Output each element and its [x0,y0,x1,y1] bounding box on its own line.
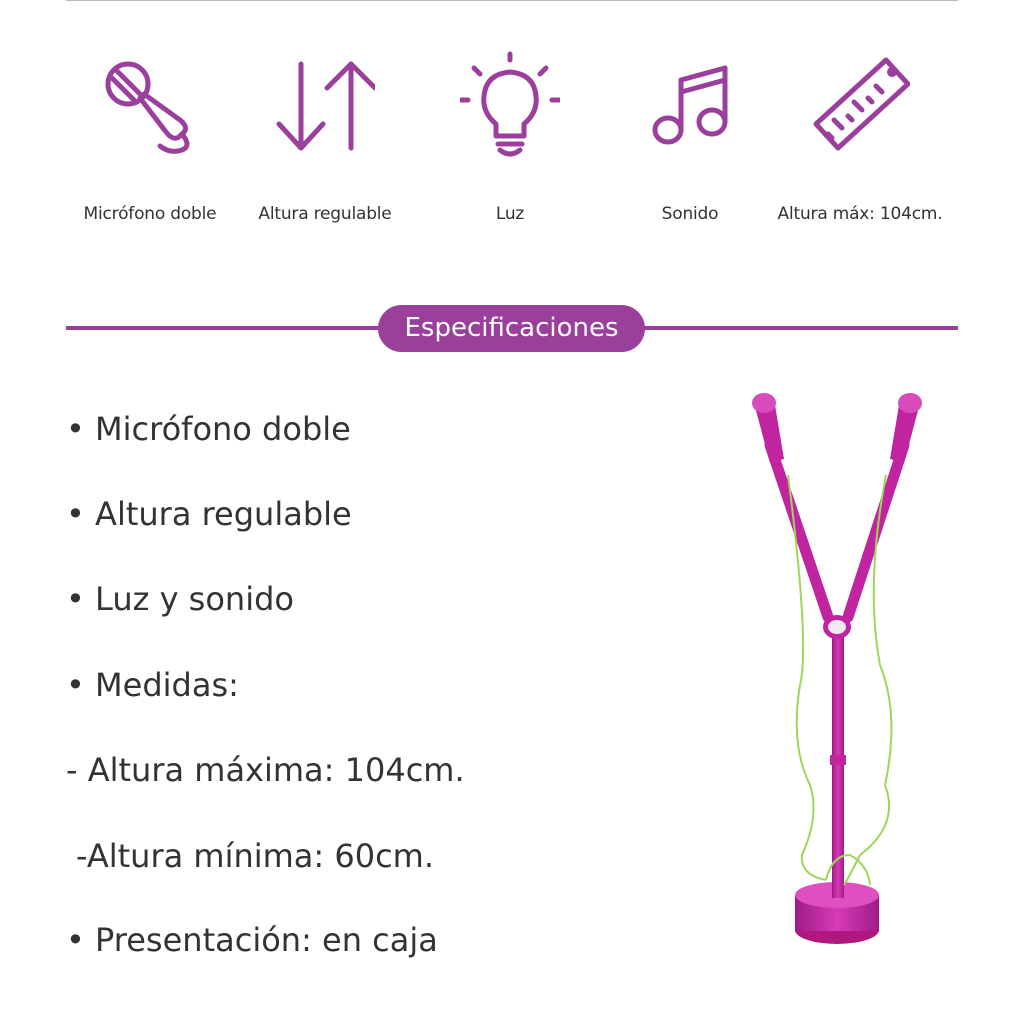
feature-light [420,50,600,240]
spec-item: • Presentación: en caja [66,921,438,959]
feature-height [235,50,415,240]
feature-microphone [60,50,240,240]
spec-item: • Altura regulable [66,495,352,533]
product-image-double-microphone-stand [740,385,930,965]
spec-item: -Altura mínima: 60cm. [76,837,435,875]
light-bulb-icon [460,50,560,160]
feature-sound [600,50,780,240]
feature-label: Sonido [661,204,719,224]
spec-item: - Altura máxima: 104cm. [66,751,465,789]
music-note-icon [640,50,740,160]
section-header [66,305,958,353]
section-title: Especificaciones [378,305,645,352]
feature-label: Altura regulable [258,204,392,224]
microphone-icon [100,50,200,160]
spec-item: • Medidas: [66,666,239,704]
feature-label: Micrófono doble [83,204,217,224]
feature-label: Altura máx: 104cm. [777,204,943,224]
spec-item: • Micrófono doble [66,410,351,448]
feature-icons-row [0,0,1024,240]
spec-item: • Luz y sonido [66,580,294,618]
feature-max-height [770,50,950,240]
ruler-icon [810,50,910,160]
up-down-arrows-icon [275,50,375,160]
feature-label: Luz [495,204,525,224]
